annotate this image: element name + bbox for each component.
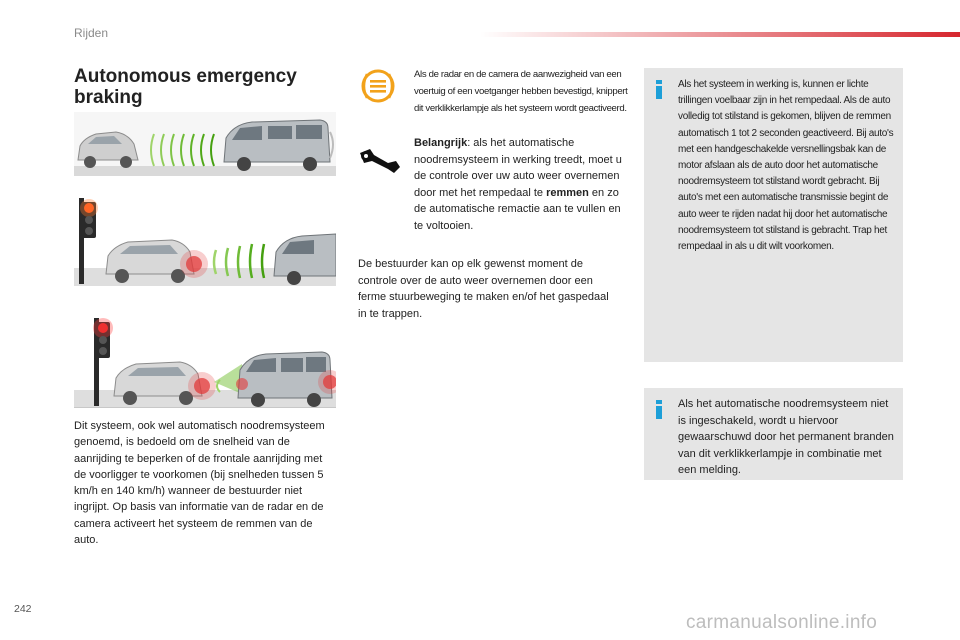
section-title: Rijden [74, 26, 109, 40]
important-bold-word: remmen [546, 186, 589, 199]
illustration-stop [74, 312, 336, 408]
info-box-operation-text: Als het systeem in werking is, kunnen er lichte trillingen voelbaar zijn in het rempedaal. Als de auto volledig tot stilstand is gekomen, blijven de remmen automatisch 1 tot 2 seconden geactiveerd. Bij auto's met een handgeschakelde versnellingsbak kan de motor afslaan als de auto door het automatische noodremsysteem tot stilstand wordt gebracht. Bij auto's met een automatische transmissie begint de auto weer te rijden nadat hij door het automatische noodremsysteem tot stilstand is gebracht. Trap het rempedaal in als u dit wilt voorkomen. [678, 79, 894, 253]
important-text-part1: : als het automatische noodremsysteem in werking treedt, moet u de controle over uw auto weer overnemen door met het rempedaal te [414, 137, 622, 199]
important-note-text [414, 135, 628, 234]
watermark: carmanualsonline.info [686, 612, 878, 633]
wrench-icon [358, 145, 402, 180]
illustration-detection [74, 112, 336, 176]
info-box-disabled-text: Als het automatische noodremsysteem niet is ingeschakeld, wordt u hiervoor gewaarschuwd door het permanent branden van dit verklikkerlampje in combinatie met een melding. [678, 398, 894, 476]
page-number: 242 [14, 603, 32, 615]
important-label: Belangrijk [414, 137, 468, 149]
important-note [358, 135, 628, 247]
important-text-part2: en zo de automatische remactie aan te vullen en te voltooien. [414, 186, 621, 232]
info-icon [653, 400, 665, 419]
radar-note-text: Als de radar en de camera de aanwezigheid van een voertuig of een voetganger hebben bevestigd, knippert dit verklikkerlampje als het systeem wordt geactiveerd. [414, 69, 628, 114]
warning-lamp-icon [358, 66, 398, 111]
radar-note [358, 66, 628, 132]
header-accent-bar [480, 32, 960, 37]
info-box-operation [644, 68, 903, 362]
illustration-braking [74, 190, 336, 286]
info-icon [653, 80, 665, 99]
intro-paragraph: Dit systeem, ook wel automatisch noodremsysteem genoemd, is bedoeld om de snelheid van de aanrijding te beperken of de frontale aanrijding met de voorligger te voorkomen (bij snelheden tussen 5 km/h en 140 km/h) wanneer de bestuurder niet ingrijpt. Op basis van informatie van de radar en de camera activeert het systeem de remmen van de auto. [74, 420, 325, 547]
driver-control-paragraph: De bestuurder kan op elk gewenst moment de controle over de auto weer overnemen door een ferme stuurbeweging te maken en/of het gaspedaal in te trappen. [358, 258, 609, 320]
page-title: Autonomous emergency braking [74, 66, 297, 108]
info-box-disabled [644, 388, 903, 480]
